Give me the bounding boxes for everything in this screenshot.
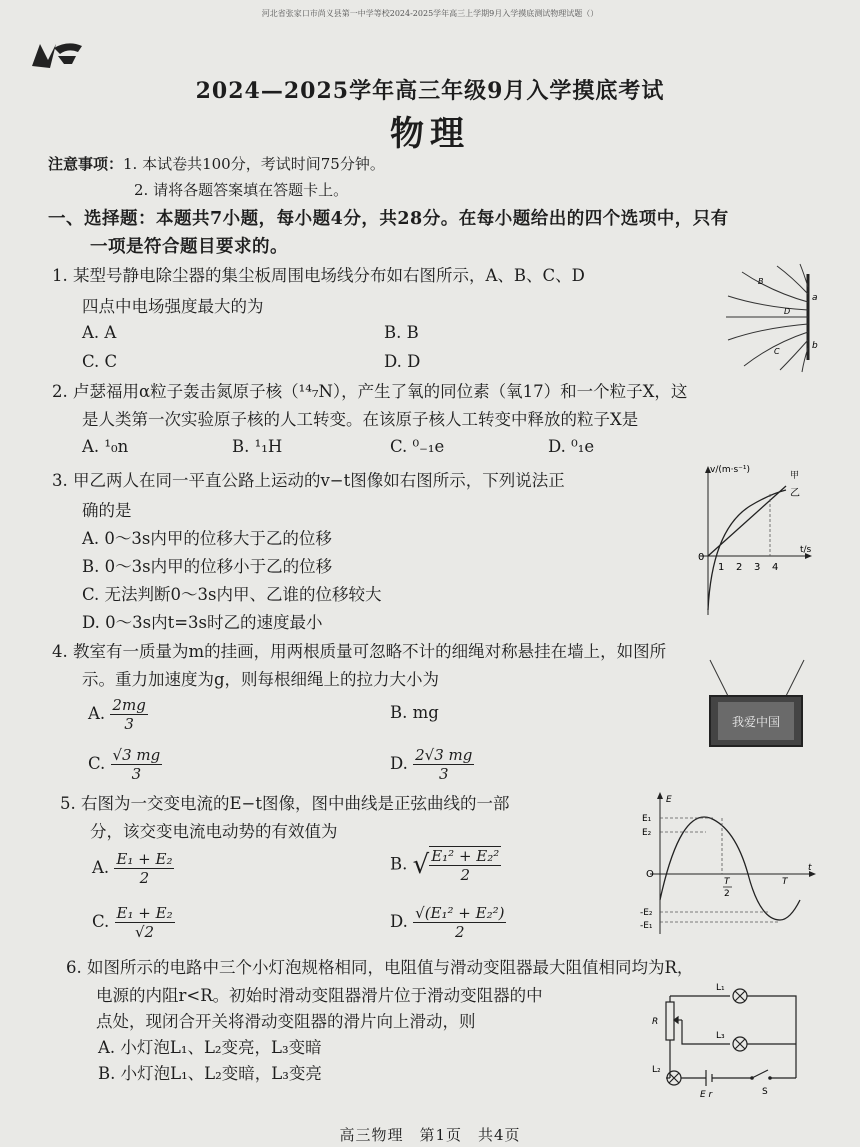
q3-graph-label-yi: 乙 bbox=[790, 488, 800, 499]
q6-stem-line2: 电源的内阻r<R。初始时滑动变阻器滑片位于滑动变阻器的中 bbox=[96, 986, 543, 1005]
q3-stem-line2: 确的是 bbox=[82, 501, 132, 520]
q5-graph-thalf-num: T bbox=[724, 877, 730, 887]
q5-option-a-numerator: E₁ + E₂ bbox=[116, 850, 173, 868]
q5-option-a-label: A. bbox=[92, 858, 110, 877]
q3-stem-line1: 3. 甲乙两人在同一平直公路上运动的v−t图像如右图所示，下列说法正 bbox=[52, 471, 565, 490]
q5-option-d-fraction bbox=[413, 904, 506, 941]
q4-option-c bbox=[88, 746, 162, 783]
notes-item-1: 1. 本试卷共100分，考试时间75分钟。 bbox=[123, 155, 385, 173]
q3-option-c: C. 无法判断0～3s内甲、乙谁的位移较大 bbox=[82, 585, 382, 604]
q1-fig-label-D: D bbox=[784, 307, 791, 316]
q2-stem-line1: 2. 卢瑟福用α粒子轰击氮原子核（¹⁴₇N），产生了氧的同位素（氧17）和一个粒子X，这 bbox=[52, 382, 688, 401]
q5-option-c bbox=[92, 904, 175, 941]
q1-option-a: A. A bbox=[82, 323, 117, 342]
q3-vt-graph bbox=[690, 460, 818, 624]
notes-block bbox=[48, 153, 385, 174]
q1-option-d: D. D bbox=[384, 352, 421, 371]
q5-graph-origin: O bbox=[646, 869, 654, 880]
q1-fig-label-a: a bbox=[812, 293, 818, 303]
q5-option-a-fraction bbox=[114, 850, 174, 887]
q4-option-b: B. mg bbox=[390, 703, 439, 722]
q4-stem-line1: 4. 教室有一质量为m的挂画，用两根质量可忽略不计的细绳对称悬挂在墙上，如图所 bbox=[52, 642, 667, 661]
section-1-heading: 一、选择题：本题共7小题，每小题4分，共28分。在每小题给出的四个选项中，只有 bbox=[48, 209, 729, 229]
q1-stem-line1: 1. 某型号静电除尘器的集尘板周围电场线分布如右图所示，A、B、C、D bbox=[52, 266, 585, 285]
q5-graph-xlabel: t bbox=[808, 863, 812, 873]
q6-circuit-diagram bbox=[630, 978, 810, 1104]
page-footer: 高三物理 第1页 共4页 bbox=[339, 1126, 521, 1144]
q4-option-c-denominator: 3 bbox=[131, 765, 142, 783]
q5-option-c-label: C. bbox=[92, 912, 110, 931]
q1-option-c: C. C bbox=[82, 352, 118, 371]
section-1-heading-cont: 一项是符合题目要求的。 bbox=[90, 237, 288, 257]
q3-graph-tick-4: 4 bbox=[772, 562, 779, 573]
q5-graph-ylabel: E bbox=[666, 795, 672, 805]
q5-option-c-denominator: √2 bbox=[135, 923, 155, 941]
q6-label-er: E r bbox=[700, 1090, 713, 1100]
q3-graph-origin: 0 bbox=[698, 552, 705, 563]
q5-et-graph bbox=[640, 788, 820, 942]
q5-stem-line2: 分，该交变电流电动势的有效值为 bbox=[90, 822, 338, 841]
q5-option-d bbox=[390, 904, 506, 941]
q6-option-a: A. 小灯泡L₁、L₂变亮，L₃变暗 bbox=[98, 1038, 322, 1057]
q3-graph-tick-1: 1 bbox=[718, 562, 725, 573]
q5-graph-neg-e1: -E₁ bbox=[640, 921, 653, 931]
q1-fig-label-b: b bbox=[812, 341, 818, 351]
q4-option-d-denominator: 3 bbox=[438, 765, 449, 783]
q1-fig-label-C: C bbox=[774, 347, 780, 356]
q5-stem-line1: 5. 右图为一交变电流的E−t图像，图中曲线是正弦曲线的一部 bbox=[60, 794, 510, 813]
q4-option-d-label: D. bbox=[390, 754, 408, 773]
q5-graph-e1: E₁ bbox=[642, 814, 652, 824]
q4-option-d-numerator: 2√3 mg bbox=[415, 746, 473, 764]
q5-graph-t: T bbox=[782, 877, 788, 887]
q5-option-a bbox=[92, 850, 174, 887]
q4-option-d bbox=[390, 746, 474, 783]
q4-option-a-fraction bbox=[110, 696, 147, 733]
school-logo bbox=[28, 38, 88, 76]
q1-stem-line2: 四点中电场强度最大的为 bbox=[82, 297, 264, 316]
q2-option-c: C. ⁰₋₁e bbox=[390, 437, 445, 456]
q3-graph-xlabel: t/s bbox=[800, 545, 812, 555]
q4-option-d-fraction bbox=[413, 746, 474, 783]
q1-option-b: B. B bbox=[384, 323, 419, 342]
q1-field-lines-figure bbox=[722, 262, 832, 378]
q5-option-c-fraction bbox=[115, 904, 175, 941]
q4-stem-line2: 示。重力加速度为g，则每根细绳上的拉力大小为 bbox=[82, 670, 440, 689]
q5-option-b-denominator: 2 bbox=[460, 866, 470, 884]
q3-graph-tick-2: 2 bbox=[736, 562, 743, 573]
q5-graph-e2: E₂ bbox=[642, 828, 652, 838]
q2-option-a: A. ¹₀n bbox=[82, 437, 129, 456]
q3-option-a: A. 0～3s内甲的位移大于乙的位移 bbox=[82, 529, 332, 548]
q4-option-a bbox=[88, 696, 148, 733]
q5-option-b-label: B. bbox=[390, 854, 408, 874]
q6-label-s: S bbox=[762, 1087, 768, 1097]
subject-title: 物理 bbox=[390, 114, 470, 154]
q3-option-d: D. 0～3s内t=3s时乙的速度最小 bbox=[82, 613, 323, 632]
q5-graph-thalf-den: 2 bbox=[724, 889, 730, 899]
q2-stem-line2: 是人类第一次实验原子核的人工转变。在该原子核人工转变中释放的粒子X是 bbox=[82, 410, 639, 429]
q5-option-d-label: D. bbox=[390, 912, 408, 931]
q3-graph-tick-3: 3 bbox=[754, 562, 761, 573]
q6-stem-line1: 6. 如图所示的电路中三个小灯泡规格相同，电阻值与滑动变阻器最大阻值相同均为R， bbox=[66, 958, 694, 977]
q4-option-c-numerator: √3 mg bbox=[112, 746, 161, 764]
q2-option-b: B. ¹₁H bbox=[232, 437, 283, 456]
q4-option-c-fraction bbox=[111, 746, 163, 783]
q1-fig-label-B: B bbox=[758, 277, 764, 286]
q6-label-r: R bbox=[652, 1017, 659, 1027]
q4-hanging-picture-figure bbox=[704, 654, 824, 758]
notes-item-2: 2. 请将各题答案填在答题卡上。 bbox=[134, 181, 349, 199]
q5-option-d-denominator: 2 bbox=[455, 923, 465, 941]
q5-graph-neg-e2: -E₂ bbox=[640, 908, 653, 918]
q6-label-l1: L₁ bbox=[716, 983, 725, 993]
q6-label-l2: L₂ bbox=[652, 1065, 661, 1075]
q2-option-d: D. ⁰₁e bbox=[548, 437, 595, 456]
q5-option-b-numerator: E₁² + E₂² bbox=[431, 847, 500, 865]
q5-option-a-denominator: 2 bbox=[139, 869, 150, 887]
q5-option-b-fraction bbox=[429, 846, 501, 884]
exam-title: 2024—2025学年高三年级9月入学摸底考试 bbox=[195, 78, 665, 104]
q4-picture-text: 我爱中国 bbox=[731, 715, 781, 729]
q3-graph-label-jia: 甲 bbox=[790, 471, 800, 481]
q5-option-c-numerator: E₁ + E₂ bbox=[116, 904, 173, 922]
q6-option-b: B. 小灯泡L₁、L₂变暗，L₃变亮 bbox=[98, 1064, 322, 1083]
q3-option-b: B. 0～3s内甲的位移小于乙的位移 bbox=[82, 557, 333, 576]
source-line: 河北省张家口市尚义县第一中学等校2024-2025学年高三上学期9月入学摸底测试物理试题（） bbox=[261, 9, 599, 18]
q3-graph-ylabel: v/(m·s⁻¹) bbox=[710, 465, 751, 475]
q4-option-a-label: A. bbox=[88, 704, 106, 723]
q5-option-d-numerator: √(E₁² + E₂²) bbox=[415, 904, 505, 922]
q4-option-a-numerator: 2mg bbox=[112, 696, 146, 714]
q4-option-a-denominator: 3 bbox=[124, 715, 134, 733]
notes-label: 注意事项： bbox=[48, 155, 124, 173]
q6-stem-line3: 点处，现闭合开关将滑动变阻器的滑片向上滑动，则 bbox=[96, 1012, 476, 1031]
q5-option-b: B. √ $\frac{\text{E₁² + E₂²}}{2}$ bbox=[390, 847, 500, 884]
q6-label-l3: L₃ bbox=[716, 1031, 725, 1041]
q4-option-c-label: C. bbox=[88, 754, 106, 773]
